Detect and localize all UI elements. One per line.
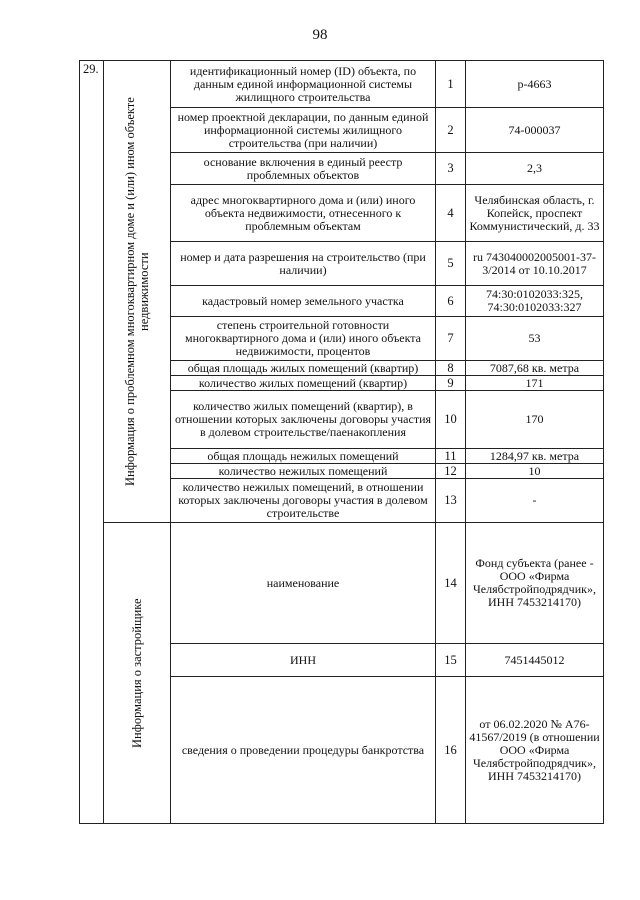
problem-objects-table [79, 60, 604, 824]
row-value: 10 [466, 464, 604, 479]
row-index: 4 [436, 185, 466, 242]
row-label: количество нежилых помещений, в отношении которых заключены договоры участия в долевом строительстве [171, 479, 436, 523]
row-index: 9 [436, 376, 466, 391]
row-value: 74:30:0102033:325, 74:30:0102033:327 [466, 286, 604, 317]
row-index: 2 [436, 108, 466, 153]
row-index: 15 [436, 644, 466, 677]
row-index: 14 [436, 523, 466, 644]
row-index: 12 [436, 464, 466, 479]
row-value: 7087,68 кв. метра [466, 361, 604, 376]
row-label: количество жилых помещений (квартир), в отношении которых заключены договоры участия в долевом строительстве/паенакопления [171, 391, 436, 449]
row-index: 3 [436, 153, 466, 185]
row-value: 1284,97 кв. метра [466, 449, 604, 464]
row-index: 6 [436, 286, 466, 317]
row-label: сведения о проведении процедуры банкротства [171, 677, 436, 824]
row-label: кадастровый номер земельного участка [171, 286, 436, 317]
row-label: наименование [171, 523, 436, 644]
row-value: р-4663 [466, 61, 604, 108]
section-label-object: Информация о проблемном многоквартирном доме и (или) ином объекте недвижимости [123, 97, 151, 486]
row-label: идентификационный номер (ID) объекта, по данным единой информационной системы жилищного строительства [171, 61, 436, 108]
row-value: ru 743040002005001-37-3/2014 от 10.10.2017 [466, 242, 604, 286]
row-index: 13 [436, 479, 466, 523]
row-label: общая площадь нежилых помещений [171, 449, 436, 464]
page-number: 98 [312, 27, 328, 43]
table-row [80, 523, 604, 644]
row-index: 16 [436, 677, 466, 824]
row-value: 170 [466, 391, 604, 449]
row-index: 10 [436, 391, 466, 449]
row-value: 7451445012 [466, 644, 604, 677]
row-label: общая площадь жилых помещений (квартир) [171, 361, 436, 376]
row-value: 171 [466, 376, 604, 391]
row-label: номер и дата разрешения на строительство (при наличии) [171, 242, 436, 286]
row-value: 53 [466, 317, 604, 361]
section-developer-info [104, 523, 171, 824]
section-object-info [104, 61, 171, 523]
row-label: основание включения в единый реестр проблемных объектов [171, 153, 436, 185]
row-value: Фонд субъекта (ранее - ООО «Фирма Челябстройподрядчик», ИНН 7453214170) [466, 523, 604, 644]
row-index: 8 [436, 361, 466, 376]
section-label-developer: Информация о застройщике [130, 598, 144, 748]
row-label: адрес многоквартирного дома и (или) иного объекта недвижимости, отнесенного к проблемным объектам [171, 185, 436, 242]
row-index: 11 [436, 449, 466, 464]
row-index: 7 [436, 317, 466, 361]
row-value: Челябинская область, г. Копейск, проспект Коммунистический, д. 33 [466, 185, 604, 242]
row-label: ИНН [171, 644, 436, 677]
row-value: - [466, 479, 604, 523]
row-label: степень строительной готовности многоквартирного дома и (или) иного объекта недвижимости, процентов [171, 317, 436, 361]
row-label: количество нежилых помещений [171, 464, 436, 479]
row-label: номер проектной декларации, по данным единой информационной системы жилищного строительства (при наличии) [171, 108, 436, 153]
row-index: 1 [436, 61, 466, 108]
row-value: от 06.02.2020 № А76-41567/2019 (в отношении ООО «Фирма Челябстройподрядчик», ИНН 7453214170) [466, 677, 604, 824]
table-row [80, 61, 604, 108]
row-value: 74-000037 [466, 108, 604, 153]
row-number: 29. [80, 61, 104, 824]
row-value: 2,3 [466, 153, 604, 185]
row-label: количество жилых помещений (квартир) [171, 376, 436, 391]
row-index: 5 [436, 242, 466, 286]
